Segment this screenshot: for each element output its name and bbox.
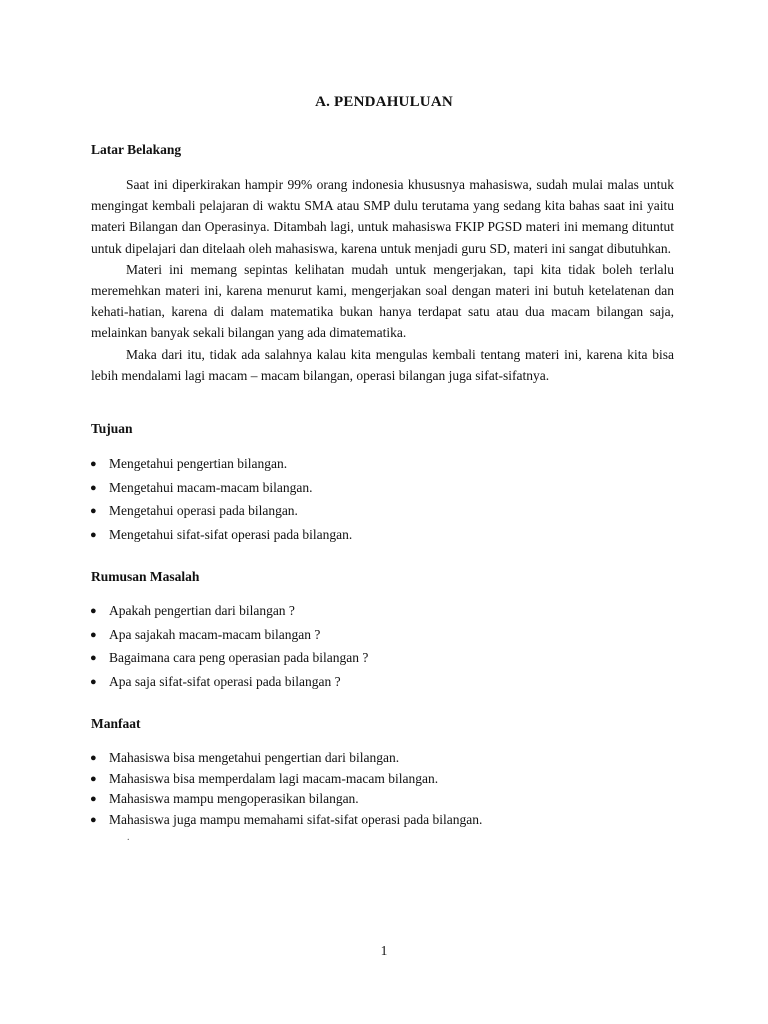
bullet-icon: ● [90,813,97,826]
bullet-icon: ● [90,628,97,641]
list-item [91,750,482,771]
paragraph: Materi ini memang sepintas kelihatan mudah untuk mengerjakan, tapi kita tidak boleh terlalu meremehkan materi ini, karena menurut kami, mengerjakan soal dengan materi ini butuh ketelatenan dan kehati-hatian, karena di dalam matematika bukan hanya terdapat satu atau dua macam bilangan saja, melainkan banyak sekali bilangan yang ada dimatematika. [91,261,674,341]
list-item-text: Mengetahui operasi pada bilangan. [109,503,298,518]
list-item-text: Mahasiswa mampu mengoperasikan bilangan. [109,791,359,806]
list-item-text: Mengetahui macam-macam bilangan. [109,479,313,495]
bullet-icon: ● [90,505,97,517]
list-item-text: Mengetahui sifat-sifat operasi pada bilangan. [109,526,353,542]
rumusan-masalah-list [91,603,368,697]
bullet-icon: ● [90,772,97,785]
list-item-text: Mahasiswa bisa memperdalam lagi macam-macam bilangan. [109,770,439,786]
list-item-text: Mengetahui pengertian bilangan. [109,456,288,471]
list-item-text: Mahasiswa juga mampu memahami sifat-sifat operasi pada bilangan. [109,811,483,827]
page-number: 1 [380,943,388,958]
list-item [91,771,482,792]
list-item [91,503,352,527]
bullet-icon: ● [90,675,97,688]
list-item-text: Bagaimana cara peng operasian pada bilangan ? [109,650,369,665]
page-title: A. PENDAHULUAN [315,94,453,110]
trailing-dot-mark: . [127,832,130,843]
list-item-text: Apakah pengertian dari bilangan ? [109,603,295,618]
list-item [91,627,368,651]
tujuan-list [91,456,352,550]
list-item-text: Mahasiswa bisa mengetahui pengertian dari bilangan. [109,750,400,765]
list-item-text: Apa sajakah macam-macam bilangan ? [109,626,321,642]
section-heading-manfaat: Manfaat [91,716,141,731]
manfaat-list [91,750,482,832]
bullet-icon: ● [90,652,97,664]
list-item-text: Apa saja sifat-sifat operasi pada bilangan ? [109,673,341,689]
list-item [91,791,482,812]
list-item [91,603,368,627]
list-item [91,527,352,551]
bullet-icon: ● [90,605,97,617]
section-heading-rumusan-masalah: Rumusan Masalah [91,569,200,584]
list-item [91,480,352,504]
latar-belakang-body [91,174,674,386]
section-heading-tujuan: Tujuan [91,421,133,436]
paragraph: Maka dari itu, tidak ada salahnya kalau kita mengulas kembali tentang materi ini, karena kita bisa lebih mendalami lagi macam – macam bilangan, operasi bilangan juga sifat-sifatnya. [91,346,674,383]
bullet-icon: ● [90,752,97,764]
list-item [91,674,368,698]
bullet-icon: ● [90,793,97,805]
list-item [91,650,368,674]
section-heading-latar-belakang: Latar Belakang [91,142,182,157]
list-item [91,456,352,480]
paragraph: Saat ini diperkirakan hampir 99% orang indonesia khususnya mahasiswa, sudah mulai malas untuk mengingat kembali pelajaran di waktu SMA atau SMP dulu terutama yang sedang kita bahas saat ini yaitu materi Bilangan dan Operasinya. Ditambah lagi, untuk mahasiswa FKIP PGSD materi ini memang dituntut untuk dipelajari dan ditelaah oleh mahasiswa, karena untuk menjadi guru SD, materi ini sangat dibutuhkan. [91,177,674,256]
bullet-icon: ● [90,528,97,541]
bullet-icon: ● [90,481,97,494]
bullet-icon: ● [90,458,97,470]
list-item [91,812,482,833]
